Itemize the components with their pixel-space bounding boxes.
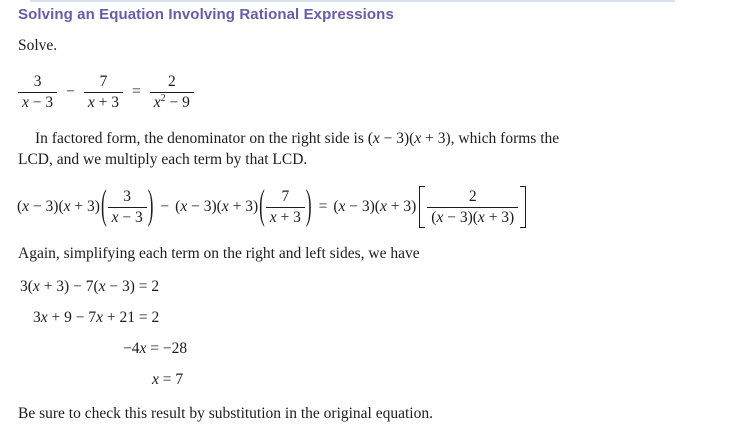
- denominator: [84, 92, 123, 112]
- factor-group: [175, 198, 258, 216]
- math-var-x: x: [63, 198, 71, 215]
- factor-group: [333, 198, 416, 216]
- math-var-x: x: [40, 309, 48, 326]
- step-2: [33, 308, 159, 328]
- math-run: 3(: [20, 278, 33, 295]
- math-run: = −28: [146, 340, 188, 357]
- math-run: + 9 − 7: [47, 309, 97, 326]
- math-var-x: x: [139, 340, 147, 357]
- math-run: − 3: [28, 93, 54, 111]
- denominator: [427, 207, 518, 227]
- equation-original: [18, 69, 194, 115]
- math-run: (: [175, 198, 181, 215]
- denominator: [18, 92, 57, 112]
- math-run: (: [431, 208, 437, 226]
- again-text: Again, simplifying each term on the right and left sides, we have: [18, 245, 420, 262]
- math-var-x: x: [269, 208, 277, 226]
- math-run: − 3)(: [443, 208, 478, 226]
- math-var-x: x: [22, 198, 30, 215]
- text-run: In factored form, the denominator on the right side is (: [35, 130, 373, 147]
- check-note: Be sure to check this result by substitution in the original equation.: [18, 405, 433, 422]
- step-4: [152, 370, 183, 390]
- fraction-7-over-x-plus-3: [266, 188, 305, 227]
- math-var-x: x: [87, 93, 95, 111]
- math-run: + 21 = 2: [103, 309, 160, 326]
- math-run: = 7: [158, 371, 184, 388]
- paragraph-line-2: LCD, and we multiply each term by that LCD.: [18, 151, 308, 168]
- math-var-x: x: [338, 198, 346, 215]
- math-run: + 3: [276, 208, 301, 226]
- math-var-x: x: [221, 198, 229, 215]
- math-run: − 3: [118, 208, 143, 226]
- section-title: Solving an Equation Involving Rational Expressions: [18, 6, 394, 23]
- math-run: + 3): [386, 198, 417, 215]
- math-run: + 3) − 7(: [39, 278, 99, 295]
- denominator: [150, 92, 194, 112]
- math-var-x: x: [98, 278, 106, 295]
- text-run: − 3)(: [379, 130, 415, 147]
- step-1: [20, 277, 159, 297]
- minus-operator: −: [66, 83, 75, 100]
- equals-operator: =: [132, 83, 141, 100]
- math-run: 3: [33, 309, 41, 326]
- numerator: 2: [468, 187, 477, 205]
- numerator: 3: [33, 72, 42, 90]
- minus-operator: −: [160, 198, 170, 215]
- fraction-3-over-x-minus-3: [18, 73, 57, 112]
- math-var-x: x: [32, 278, 40, 295]
- paragraph-line-1: [35, 129, 559, 149]
- step-3: [123, 339, 187, 359]
- numerator: 7: [99, 72, 108, 90]
- math-var-x: x: [414, 130, 422, 147]
- math-run: (: [333, 198, 339, 215]
- math-run: − 9: [165, 93, 190, 111]
- math-var-x: x: [96, 309, 104, 326]
- math-run: −4: [123, 340, 140, 357]
- math-run: + 3): [228, 198, 259, 215]
- math-var-x: x: [152, 371, 159, 388]
- fraction-7-over-x-plus-3: [84, 73, 123, 112]
- math-run: − 3)(: [345, 198, 380, 215]
- math-run: − 3)(: [29, 198, 64, 215]
- math-var-x: x: [477, 208, 485, 226]
- math-run: − 3) = 2: [105, 278, 160, 295]
- equals-operator: =: [318, 198, 328, 215]
- math-var-x: x: [372, 130, 380, 147]
- right-bracket: [520, 186, 526, 228]
- math-run: (: [17, 198, 23, 215]
- fraction-2-over-x-squared-minus-9: [150, 73, 194, 112]
- big-right-paren: ): [147, 181, 154, 228]
- big-left-paren: (: [259, 181, 265, 228]
- left-bracket: [419, 186, 425, 228]
- equation-lcd-multiplied: [17, 181, 528, 230]
- numerator: 2: [167, 72, 176, 90]
- numerator: 7: [281, 187, 290, 205]
- math-run: + 3): [70, 198, 100, 215]
- denominator: [266, 207, 305, 227]
- factor-group: [17, 198, 100, 216]
- top-divider: [30, 0, 675, 2]
- fraction-3-over-x-minus-3: [108, 188, 147, 227]
- text-run: + 3), which forms the: [421, 130, 560, 147]
- math-var-x: x: [180, 198, 188, 215]
- big-left-paren: (: [100, 181, 107, 228]
- numerator: 3: [123, 187, 132, 205]
- exponent-2: 2: [160, 92, 166, 104]
- math-var-x: x: [111, 208, 119, 226]
- solve-label: Solve.: [18, 37, 58, 54]
- denominator: [108, 207, 147, 227]
- math-var-x: x: [379, 198, 387, 215]
- math-var-x: x: [153, 93, 161, 111]
- big-right-paren: ): [305, 181, 312, 228]
- math-var-x: x: [436, 208, 444, 226]
- math-run: + 3): [484, 208, 515, 226]
- math-var-x: x: [22, 93, 29, 111]
- math-run: + 3: [94, 93, 120, 111]
- fraction-2-over-factored-denominator: [427, 188, 518, 227]
- math-run: − 3)(: [187, 198, 222, 215]
